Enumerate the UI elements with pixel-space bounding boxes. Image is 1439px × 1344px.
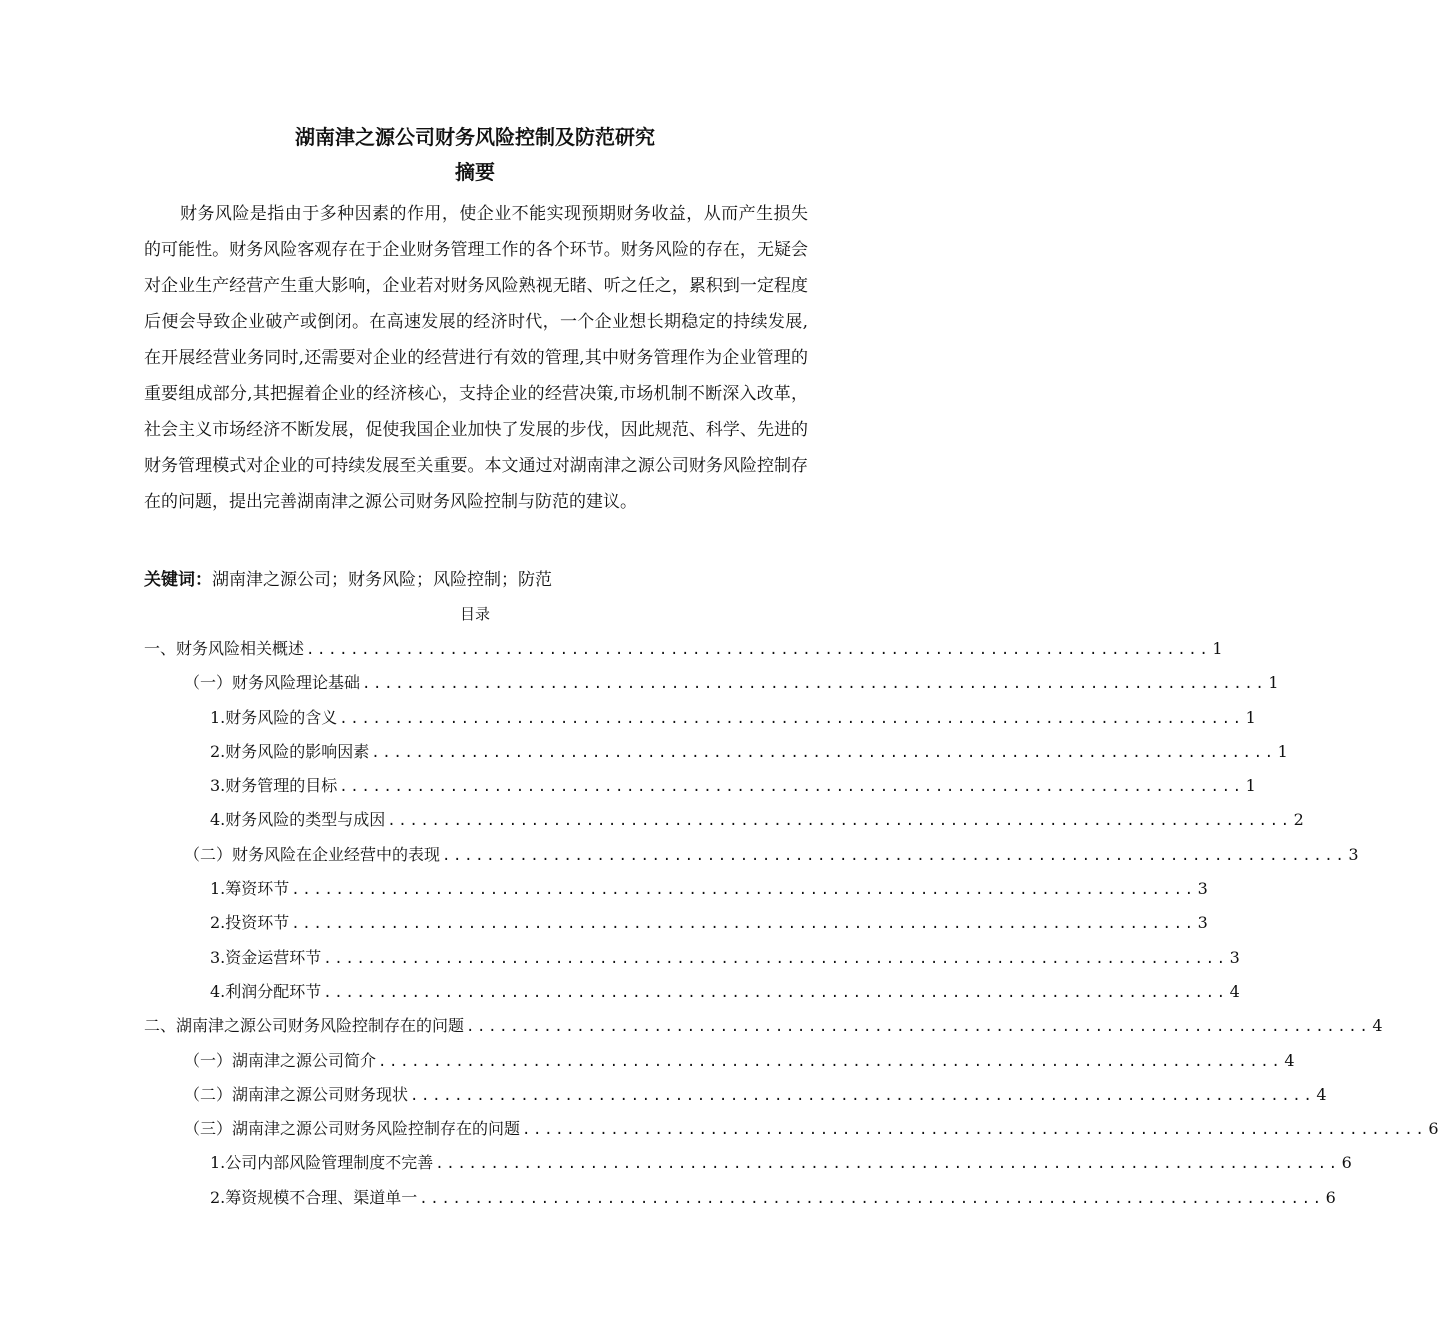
toc-leader-dots: .................................................................................. (306, 642, 1211, 658)
toc-leader-dots: .................................................................................. (435, 1156, 1340, 1173)
toc-leader-dots: .................................................................................. (466, 1019, 1371, 1036)
keywords-label: 关键词： (144, 570, 212, 590)
toc-entry[interactable] (144, 1009, 1383, 1043)
abstract-body (144, 196, 808, 520)
toc-leader-dots: .................................................................................. (378, 1053, 1283, 1070)
toc-leader-dots: .................................................................................. (339, 710, 1244, 727)
abstract-paragraph: 财务风险是指由于多种因素的作用，使企业不能实现预期财务收益，从而产生损失的可能性。财务风险客观存在于企业财务管理工作的各个环节。财务风险的存在，无疑会对企业生产经营产生重大影响，企业若对财务风险熟视无睹、听之任之，累积到一定程度后便会导致企业破产或倒闭。在高速发展的经济时代，一个企业想长期稳定的持续发展,在开展经营业务同时,还需要对企业的经营进行有效的管理,其中财务管理作为企业管理的重要组成部分,其把握着企业的经济核心，支持企业的经营决策,市场机制不断深入改革，社会主义市场经济不断发展，促使我国企业加快了发展的步伐，因此规范、科学、先进的财务管理模式对企业的可持续发展至关重要。本文通过对湖南津之源公司财务风险控制存在的问题，提出完善湖南津之源公司财务风险控制与防范的建议。 (144, 204, 808, 512)
toc-entry-text: 2.投资环节 (210, 913, 290, 933)
toc-page-number: 6 (1341, 1153, 1352, 1173)
toc-leader-dots: .................................................................................. (442, 847, 1347, 864)
toc-leader-dots: .................................................................................. (291, 882, 1196, 899)
toc-entry[interactable] (144, 803, 1304, 837)
toc-page-number: 1 (1277, 741, 1288, 761)
toc-entry[interactable] (144, 941, 1240, 975)
toc-entry-text: 3.财务管理的目标 (210, 776, 338, 796)
toc-entry-text: 4.财务风险的类型与成因 (210, 810, 386, 830)
toc-entry-text: 1.公司内部风险管理制度不完善 (210, 1153, 434, 1173)
toc-entry-text: 一、财务风险相关概述 (144, 639, 305, 658)
toc-page-number: 3 (1229, 947, 1240, 967)
toc-leader-dots: .................................................................................. (410, 1087, 1315, 1104)
toc-entry[interactable] (144, 1146, 1352, 1180)
toc-leader-dots: .................................................................................. (419, 1190, 1324, 1207)
toc-leader-dots: .................................................................................. (323, 950, 1228, 967)
toc-page-number: 4 (1284, 1050, 1295, 1070)
toc-page-number: 3 (1197, 879, 1208, 899)
table-of-contents (144, 632, 1439, 1215)
toc-entry-text: （二）财务风险在企业经营中的表现 (184, 844, 441, 864)
toc-entry[interactable] (144, 906, 1208, 940)
toc-entry-text: 4.利润分配环节 (210, 981, 322, 1001)
toc-page-number: 1 (1245, 707, 1256, 727)
abstract-heading: 摘要 (455, 160, 495, 184)
toc-entry[interactable] (144, 735, 1288, 769)
toc-entry[interactable] (144, 838, 1359, 872)
toc-entry[interactable] (144, 1181, 1336, 1215)
toc-page-number: 3 (1348, 844, 1359, 864)
toc-leader-dots: .................................................................................. (339, 779, 1244, 796)
toc-entry-text: 1.财务风险的含义 (210, 707, 338, 727)
toc-entry-text: （一）财务风险理论基础 (184, 673, 361, 693)
keywords-text: 湖南津之源公司；财务风险；风险控制；防范 (212, 570, 552, 590)
toc-page-number: 4 (1316, 1084, 1327, 1104)
document-title: 湖南津之源公司财务风险控制及防范研究 (295, 125, 655, 149)
toc-page-number: 4 (1229, 981, 1240, 1001)
toc-entry[interactable] (144, 701, 1256, 735)
toc-entry[interactable] (144, 1078, 1327, 1112)
toc-page-number: 1 (1245, 776, 1256, 796)
toc-entry-text: （二）湖南津之源公司财务现状 (184, 1084, 409, 1104)
toc-page-number: 1 (1212, 639, 1223, 658)
toc-entry-text: 二、湖南津之源公司财务风险控制存在的问题 (144, 1016, 465, 1036)
toc-leader-dots: .................................................................................. (522, 1122, 1427, 1139)
toc-leader-dots: .................................................................................. (387, 813, 1292, 830)
toc-entry[interactable] (144, 1112, 1439, 1146)
toc-page-number: 6 (1325, 1187, 1336, 1207)
toc-leader-dots: .................................................................................. (291, 916, 1196, 933)
toc-entry[interactable] (144, 666, 1279, 700)
toc-entry-text: 2.财务风险的影响因素 (210, 741, 370, 761)
keywords-line (144, 566, 808, 594)
toc-leader-dots: .................................................................................. (323, 984, 1228, 1001)
toc-page-number: 6 (1428, 1119, 1439, 1139)
toc-page-number: 1 (1268, 673, 1279, 693)
toc-entry[interactable] (144, 769, 1256, 803)
toc-entry[interactable] (144, 975, 1240, 1009)
toc-heading: 目录 (459, 605, 490, 623)
toc-page-number: 4 (1372, 1016, 1383, 1036)
toc-entry[interactable] (144, 872, 1208, 906)
toc-leader-dots: .................................................................................. (371, 744, 1276, 761)
toc-entry-text: 1.筹资环节 (210, 879, 290, 899)
toc-entry-text: （一）湖南津之源公司简介 (184, 1050, 377, 1070)
toc-entry-text: 2.筹资规模不合理、渠道单一 (210, 1187, 418, 1207)
toc-entry-text: （三）湖南津之源公司财务风险控制存在的问题 (184, 1119, 521, 1139)
toc-page-number: 3 (1197, 913, 1208, 933)
toc-entry[interactable] (144, 1044, 1295, 1078)
toc-page-number: 2 (1293, 810, 1304, 830)
toc-entry[interactable] (144, 632, 1223, 666)
toc-leader-dots: .................................................................................. (362, 676, 1267, 693)
toc-entry-text: 3.资金运营环节 (210, 947, 322, 967)
